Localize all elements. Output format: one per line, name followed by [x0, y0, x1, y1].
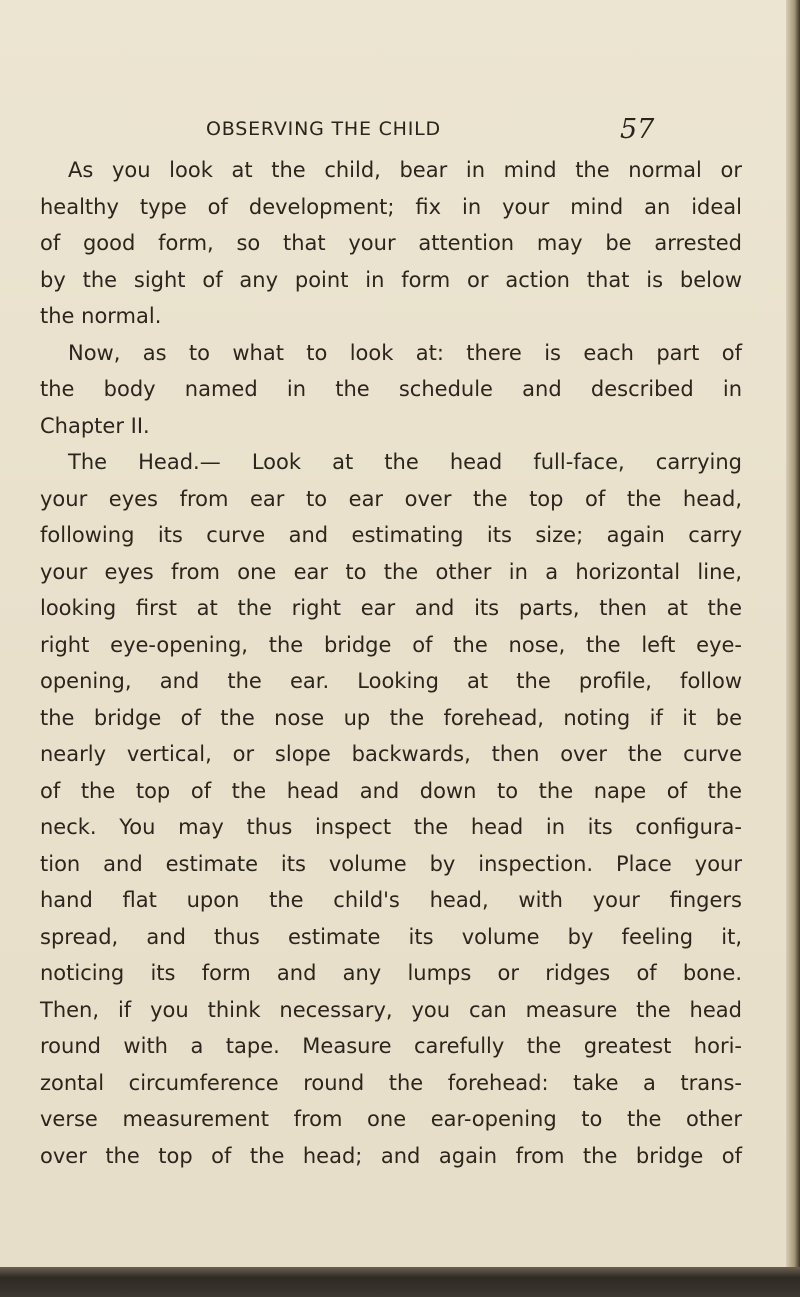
text-line: round with a tape. Measure carefully the greatest hori- [40, 1034, 742, 1058]
text-line: the bridge of the nose up the forehead, noting if it be [40, 705, 742, 730]
text-line: right eye-opening, the bridge of the nose, the left eye- [40, 632, 742, 657]
body-text [40, 152, 742, 1174]
page-number: 57 [620, 114, 655, 145]
running-head: OBSERVING THE CHILD [206, 118, 441, 140]
text-line: zontal circumference round the forehead: take a trans- [40, 1070, 742, 1095]
scan-bottom-edge [0, 1267, 800, 1297]
text-line: healthy type of development; fix in your mind an ideal [40, 194, 742, 219]
text-line: The Head.— Look at the head full-face, carrying [68, 450, 742, 474]
text-line: hand flat upon the child's head, with your fingers [40, 888, 742, 912]
text-line: your eyes from ear to ear over the top of the head, [40, 486, 742, 511]
text-line: over the top of the head; and again from the bridge of [40, 1143, 742, 1168]
text-line: As you look at the child, bear in mind the normal or [68, 158, 742, 182]
text-line: spread, and thus estimate its volume by feeling it, [40, 924, 742, 949]
text-line: tion and estimate its volume by inspection. Place your [40, 851, 742, 876]
text-line: looking first at the right ear and its parts, then at the [40, 596, 742, 620]
text-line: Now, as to what to look at: there is each part of [68, 340, 742, 365]
text-line: nearly vertical, or slope backwards, then over the curve [40, 742, 742, 766]
text-line: your eyes from one ear to the other in a horizontal line, [40, 559, 742, 584]
page-edge-shadow [786, 0, 800, 1297]
page-header [0, 114, 800, 148]
text-line: of the top of the head and down to the nape of the [40, 778, 742, 803]
text-line: of good form, so that your attention may be arrested [40, 231, 742, 255]
text-line: following its curve and estimating its size; again carry [40, 523, 742, 547]
text-line: verse measurement from one ear-opening to the other [40, 1107, 742, 1131]
text-line: the normal. [40, 304, 162, 328]
text-line: neck. You may thus inspect the head in its configura- [40, 815, 742, 839]
text-line: the body named in the schedule and described in [40, 377, 742, 401]
text-line: noticing its form and any lumps or ridges of bone. [40, 961, 742, 985]
text-line: opening, and the ear. Looking at the profile, follow [40, 669, 742, 693]
text-line: Chapter II. [40, 413, 150, 438]
text-line: Then, if you think necessary, you can measure the head [40, 997, 742, 1022]
text-line: by the sight of any point in form or action that is below [40, 267, 742, 292]
